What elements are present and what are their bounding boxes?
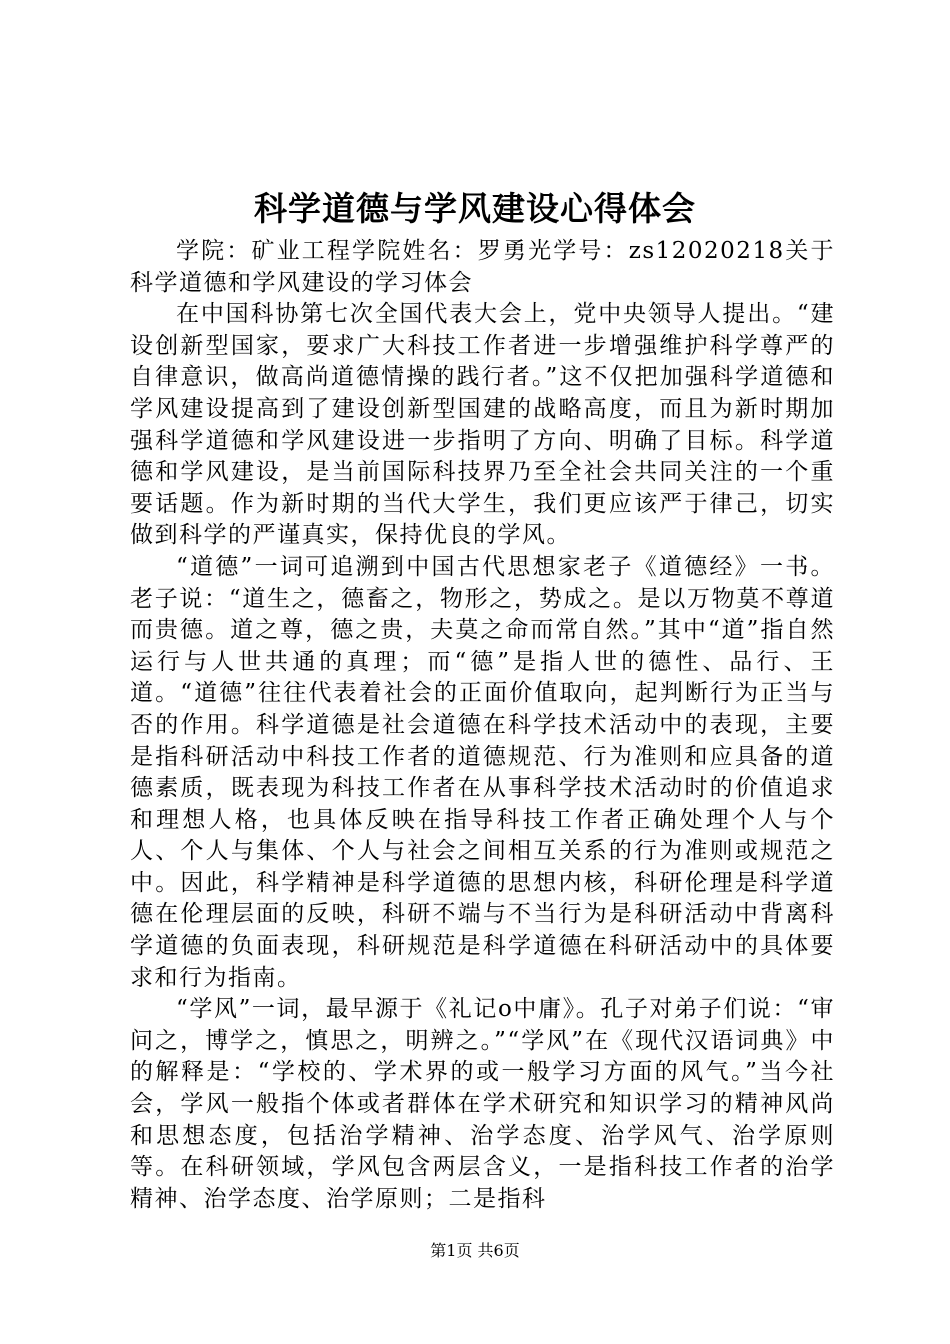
- paragraph-study-style: “学风”一词，最早源于《礼记o中庸》。孔子对弟子们说：“审问之，博学之，慎思之，明辨之。”“学风”在《现代汉语词典》中的解释是：“学校的、学术界的或一般学习方面的风气。”当今社会，学风一般指个体或者群体在学术研究和知识学习的精神风尚和思想态度，包括治学精神、治学态度、治学风气、治学原则等。在科研领域，学风包含两层含义，一是指科技工作者的治学精神、治学态度、治学原则；二是指科: [130, 996, 835, 1212]
- paragraph-intro: 在中国科协第七次全国代表大会上，党中央领导人提出。“建设创新型国家，要求广大科技工作者进一步增强维护科学尊严的自律意识，做高尚道德情操的践行者。”这不仅把加强科学道德和学风建设提高到了建设创新型国建的战略高度，而且为新时期加强科学道德和学风建设进一步指明了方向、明确了目标。科学道德和学风建设，是当前国际科技界乃至全社会共同关注的一个重要话题。作为新时期的当代大学生，我们更应该严于律己，切实做到科学的严谨真实，保持优良的学风。: [130, 301, 835, 549]
- document-body: [130, 236, 835, 1215]
- page-number: 第1页 共6页: [430, 1241, 520, 1260]
- paragraph-author-info: 学院：矿业工程学院姓名：罗勇光学号：zs12020218关于科学道德和学风建设的学习体会: [130, 238, 835, 296]
- paragraph-morality: “道德”一词可追溯到中国古代思想家老子《道德经》一书。老子说：“道生之，德畜之，物形之，势成之。是以万物莫不尊道而贵德。道之尊，德之贵，夫莫之命而常自然。”其中“道”指自然运行与人世共通的真理；而“德”是指人世的德性、品行、王道。“道德”往往代表着社会的正面价值取向，起判断行为正当与否的作用。科学道德是社会道德在科学技术活动中的表现，主要是指科研活动中科技工作者的道德规范、行为准则和应具备的道德素质，既表现为科技工作者在从事科学技术活动时的价值追求和理想人格，也具体反映在指导科技工作者正确处理个人与个人、个人与集体、个人与社会之间相互关系的行为准则或规范之中。因此，科学精神是科学道德的思想内核，科研伦理是科学道德在伦理层面的反映，科研不端与不当行为是科研活动中背离科学道德的负面表现，科研规范是科学道德在科研活动中的具体要求和行为指南。: [130, 553, 835, 991]
- document-title: 科学道德与学风建设心得体会: [254, 189, 696, 228]
